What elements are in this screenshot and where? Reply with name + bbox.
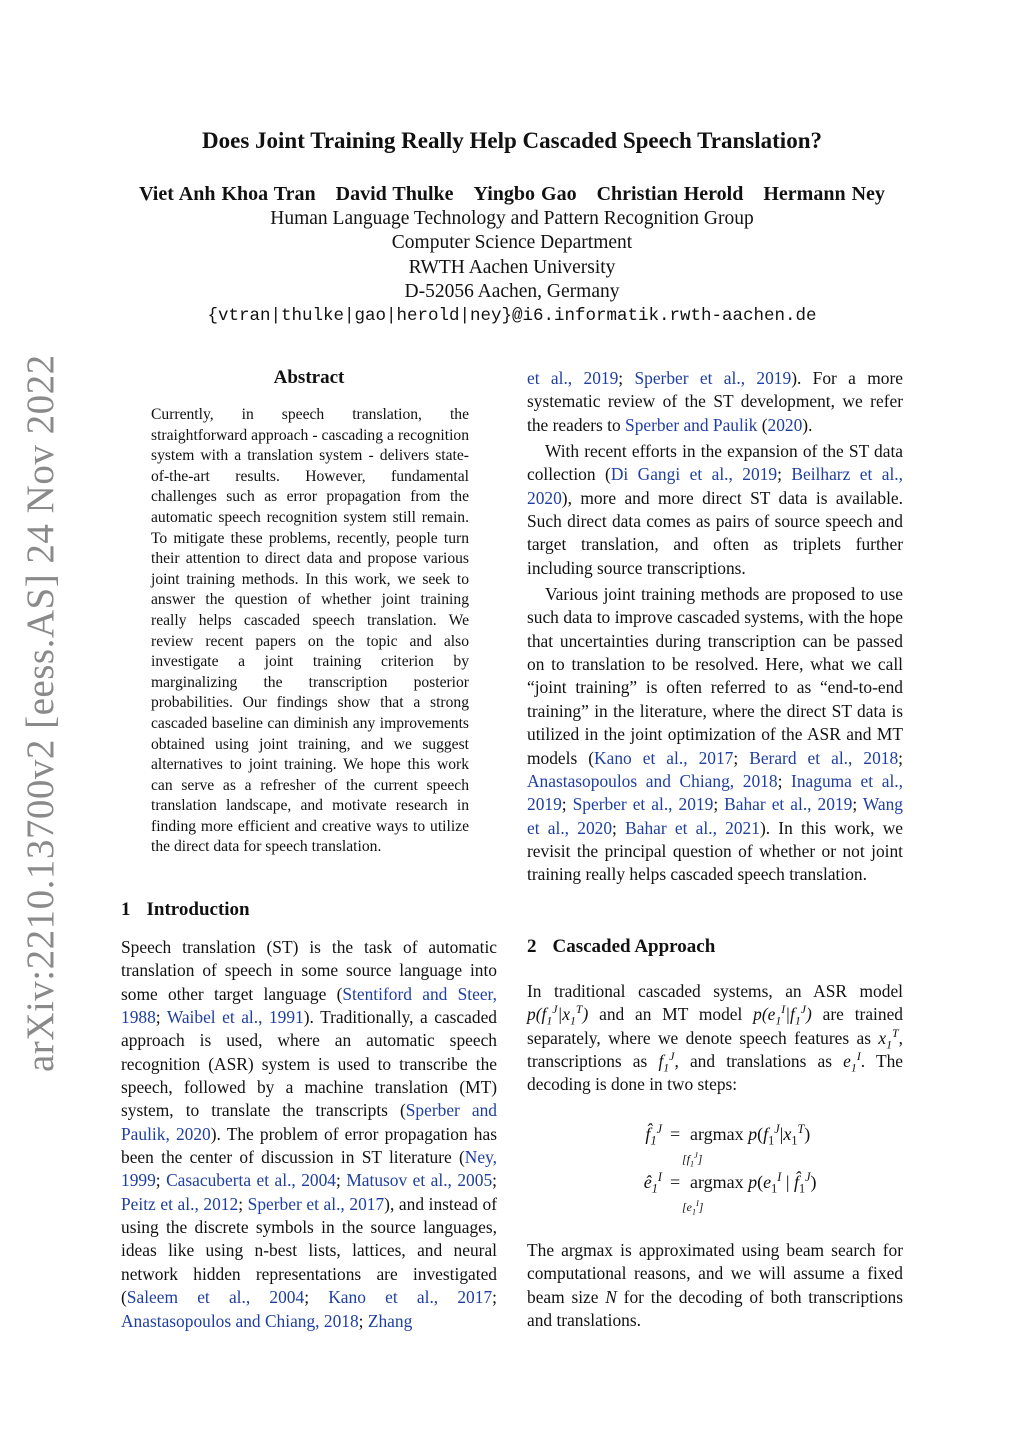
section-1-number: 1 xyxy=(121,899,131,920)
text-run: ; xyxy=(358,1310,368,1331)
section-1-heading xyxy=(121,899,250,921)
citation-link[interactable]: Sperber and Paulik xyxy=(625,414,758,435)
text-run: ). For a more systematic review of the ST development, we refer the readers to xyxy=(527,368,903,435)
citation-link[interactable]: Matusov et al., 2005 xyxy=(346,1170,493,1191)
citation-link[interactable]: Ney, 1999 xyxy=(121,1147,497,1191)
author-5: Hermann Ney xyxy=(763,183,885,205)
equation-1-subscript: $[f_1^J]$ xyxy=(682,1151,703,1169)
equation-2-rhs: argmax $p(e_1^I$ | $f̂_1^J$) xyxy=(690,1170,817,1196)
argmax-operator: argmax xyxy=(690,1124,744,1144)
citation-link[interactable]: Casacuberta et al., 2004 xyxy=(166,1170,337,1191)
citation-link[interactable]: Bahar et al., 2019 xyxy=(724,794,853,815)
text-run: The xyxy=(527,1240,562,1260)
equation-asr xyxy=(600,1122,840,1169)
text-run: and an MT model xyxy=(588,1004,754,1025)
argmax-operator: argmax xyxy=(690,1172,744,1192)
citation-link[interactable]: Sperber and Paulik, 2020 xyxy=(121,1100,497,1144)
equals-sign: = xyxy=(670,1124,681,1144)
transcriptions-symbol: $f_1^J$ xyxy=(658,1049,675,1075)
text-run: ), more and more direct ST data is available. Such direct data comes as pairs of source speech and target translation, and often as triplets further including source transcriptions. xyxy=(527,487,903,578)
cascaded-paragraph-2 xyxy=(527,1239,903,1332)
citation-link[interactable]: Sperber et al., 2019 xyxy=(634,368,792,388)
text-run: ; xyxy=(336,1170,347,1191)
asr-model-formula: $p(f_1^J|x_1^T)$ xyxy=(527,1002,589,1028)
intro-right-column xyxy=(527,367,903,887)
affiliation-department: Computer Science Department xyxy=(391,232,633,254)
text-run: Various joint training methods are proposed to use such data to improve cascaded systems, with the hope that uncertainties during transcription can be passed on to translation to be resolved. Here, what we call “joint training” is often referred to as “end-to-end training” in the literature, where the direct ST data is utilized in the joint optimization of the ASR and MT models ( xyxy=(527,584,903,768)
text-run: ; xyxy=(713,794,725,815)
paper-title: Does Joint Training Really Help Cascaded Speech Translation? xyxy=(202,128,822,153)
citation-link[interactable]: Sperber et al., 2019 xyxy=(572,794,714,815)
author-4: Christian Herold xyxy=(596,183,744,205)
text-run: ; xyxy=(492,1287,497,1308)
citation-link[interactable]: Inaguma et al., 2019 xyxy=(527,770,903,815)
affiliation-group: Human Language Technology and Pattern Recognition Group xyxy=(270,208,754,229)
text-run: ). xyxy=(802,414,813,435)
affiliation xyxy=(0,207,1024,328)
cascaded-text xyxy=(527,980,903,1097)
text-run: ; xyxy=(238,1193,248,1214)
citation-link[interactable]: Kano et al., 2017 xyxy=(594,747,734,768)
text-run: ; xyxy=(155,1170,167,1191)
speech-features-symbol: $x_1^T$ xyxy=(878,1025,899,1052)
citation-link[interactable]: Stentiford and Steer, 1988 xyxy=(121,983,497,1028)
text-run: With recent efforts in the expansion of the ST data collection ( xyxy=(527,441,903,485)
citation-link[interactable]: Zhang xyxy=(367,1310,413,1331)
section-2-title: Cascaded Approach xyxy=(552,936,716,957)
text-run: ; xyxy=(852,794,863,815)
author-list xyxy=(0,183,1024,206)
intro-paragraph-1 xyxy=(121,936,497,1333)
text-run: ; xyxy=(155,1007,167,1028)
abstract-text: Currently, in speech translation, the straightforward approach - cascading a recognition system with a translation system - delivers state-of-the-art results. However, fundamental challenges such as error propagation from the automatic speech recognition system still remain. To mitigate these problems, recently, people turn their attention to direct data and propose various joint training methods. In this work, we seek to answer the question of whether joint training really helps cascaded speech translation. We review recent papers on the topic and also investigate a joint training criterion by marginalizing the transcription posterior probabilities. Our findings show that a strong cascaded baseline can diminish any improvements obtained using joint training, and we suggest alternatives to joint training. We hope this work can serve as a refresher of the current speech translation landscape, and motivate research in finding more efficient and creative ways to utilize the direct data for speech translation. xyxy=(151,406,469,856)
text-run: ). In this work, we revisit the principal question of whether or not joint training really helps cascaded speech translation. xyxy=(527,817,903,885)
text-run: , transcriptions as xyxy=(527,1027,903,1072)
affiliation-email[interactable]: {vtran|thulke|gao|herold|ney}@i6.informatik.rwth-aachen.de xyxy=(207,306,817,327)
citation-link[interactable]: Beilharz et al., 2020 xyxy=(527,464,903,508)
text-run: ; xyxy=(733,747,750,768)
equation-2-lhs: $ê_1^I$ xyxy=(643,1170,662,1196)
section-2-number: 2 xyxy=(527,936,537,957)
text-run: In traditional cascaded systems, an ASR model xyxy=(527,981,903,1001)
citation-link[interactable]: et al., 2019 xyxy=(527,368,619,388)
text-run: Speech translation (ST) is the task of automatic translation of speech in some source language into some other target language ( xyxy=(121,937,497,1004)
cascaded-paragraph-1 xyxy=(527,980,903,1097)
citation-link[interactable]: Peitz et al., 2012 xyxy=(121,1193,239,1214)
text-run: ; xyxy=(612,817,626,838)
text-run: for the decoding of both transcriptions and translations. xyxy=(527,1286,903,1331)
intro-paragraph-3 xyxy=(527,583,903,886)
section-2-heading xyxy=(527,936,715,958)
citation-link[interactable]: Anastasopoulos and Chiang, 2018 xyxy=(527,770,778,791)
citation-link[interactable]: Di Gangi et al., 2019 xyxy=(610,464,778,485)
citation-link[interactable]: Sperber et al., 2017 xyxy=(247,1193,385,1214)
equation-1-lhs: $f̂_1^J$ xyxy=(645,1122,662,1148)
affiliation-university: RWTH Aachen University xyxy=(408,256,616,278)
argmax-word: argmax xyxy=(561,1240,614,1260)
text-run: ; xyxy=(304,1287,329,1308)
citation-link[interactable]: Waibel et al., 1991 xyxy=(166,1007,304,1028)
affiliation-address: D-52056 Aachen, Germany xyxy=(404,280,620,302)
equation-1-rhs: argmax $p(f_1^J|x_1^T)$ xyxy=(690,1122,811,1148)
text-run: ; xyxy=(492,1170,497,1191)
text-run: ; xyxy=(898,747,904,768)
text-run: , and translations as xyxy=(674,1051,844,1072)
citation-link[interactable]: Berard et al., 2018 xyxy=(749,747,899,768)
equation-mt xyxy=(600,1170,840,1217)
text-run: ), and instead of using the discrete symbols in the source languages, ideas like using n-best lists, lattices, and neural network hidden representations are investigated ( xyxy=(121,1193,497,1308)
author-3: Yingbo Gao xyxy=(473,183,577,205)
text-run: ). The problem of error propagation has been the center of discussion in ST literature ( xyxy=(121,1123,497,1168)
equals-sign: = xyxy=(670,1172,681,1192)
intro-paragraph-1-continued xyxy=(527,367,903,437)
citation-link[interactable]: 2020 xyxy=(767,414,803,435)
text-run: ). Traditionally, a cascaded approach is used, where an automatic speech recognition (ASR) system is used to transcribe the speech, followed by a machine translation (MT) system, to translate the transcripts ( xyxy=(121,1007,497,1121)
citation-link[interactable]: Wang et al., 2020 xyxy=(527,794,903,838)
text-run: . The decoding is done in two steps: xyxy=(527,1051,903,1095)
text-run: ( xyxy=(757,414,768,435)
text-run: ; xyxy=(618,368,635,388)
author-1: Viet Anh Khoa Tran xyxy=(139,183,316,205)
intro-left-column xyxy=(121,936,497,1333)
beam-size-symbol: N xyxy=(605,1286,617,1307)
text-run: ; xyxy=(777,770,792,791)
abstract-heading: Abstract xyxy=(273,367,345,388)
text-run: are trained separately, where we denote speech features as xyxy=(527,1004,903,1048)
text-run: ; xyxy=(561,794,573,815)
citation-link[interactable]: Anastasopoulos and Chiang, 2018 xyxy=(121,1310,359,1331)
citation-link[interactable]: Bahar et al., 2021 xyxy=(625,817,760,838)
decoding-equations xyxy=(600,1122,840,1217)
citation-link[interactable]: Kano et al., 2017 xyxy=(328,1287,493,1308)
equation-2-subscript: $[e_1^I]$ xyxy=(682,1199,704,1217)
translations-symbol: $e_1^I$ xyxy=(843,1049,861,1075)
text-run: is approximated using beam search for computational reasons, and we will assume a fixed beam size xyxy=(527,1240,903,1307)
cascaded-text-2 xyxy=(527,1239,903,1332)
intro-paragraph-2 xyxy=(527,440,903,580)
mt-model-formula: $p(e_1^I|f_1^J)$ xyxy=(753,1002,812,1028)
section-1-title: Introduction xyxy=(146,899,250,920)
citation-link[interactable]: Saleem et al., 2004 xyxy=(126,1287,305,1308)
author-2: David Thulke xyxy=(335,183,454,205)
text-run: ; xyxy=(777,464,792,485)
arxiv-stamp: arXiv:2210.13700v2 [eess.AS] 24 Nov 2022 xyxy=(19,354,62,1072)
